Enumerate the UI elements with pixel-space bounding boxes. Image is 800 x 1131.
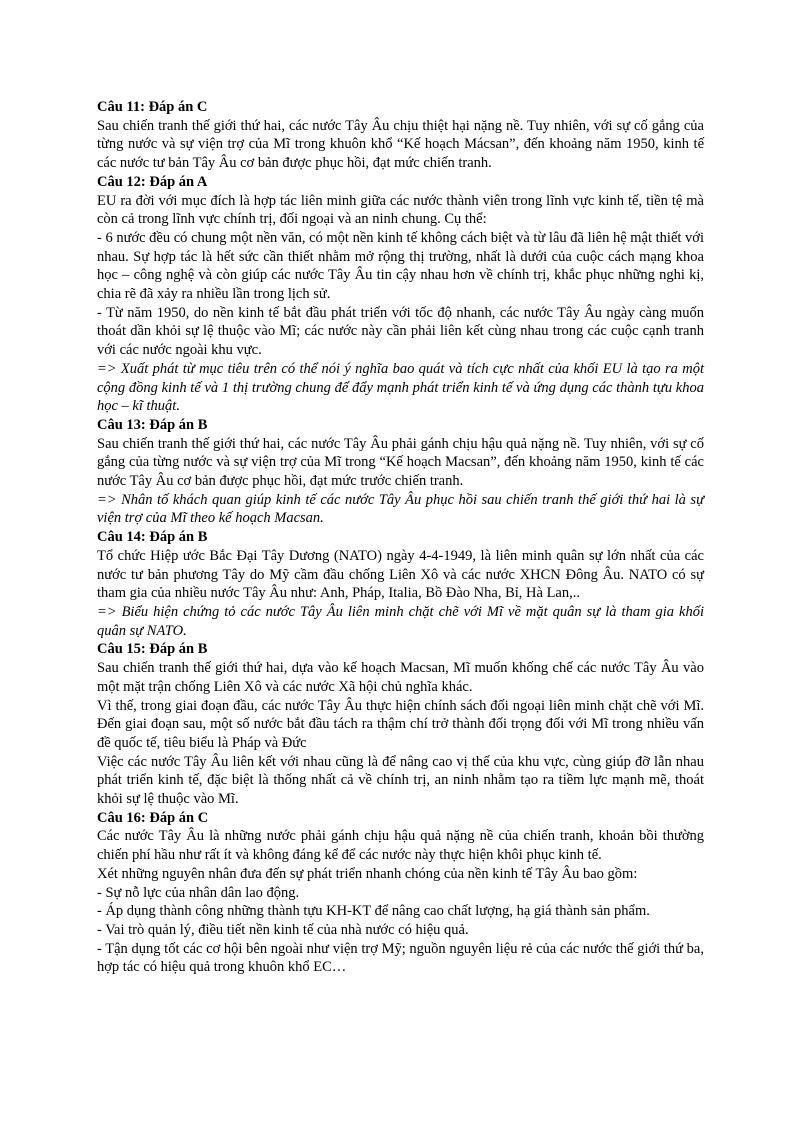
- question-section: [97, 98, 704, 173]
- question-title: Câu 14: Đáp án B: [97, 529, 208, 546]
- paragraph: Sau chiến tranh thế giới thứ hai, các nước Tây Âu phải gánh chịu hậu quả nặng nề. Tuy nhiên, với sự cố gắng của từng nước và sự viện trợ của Mĩ trong “Kế hoạch Macsan”, đến khoảng năm 1950, kinh tế các nước Tây Âu cơ bản được phục hồi, đạt mức trước chiến tranh.: [97, 435, 704, 490]
- document-page: [97, 98, 704, 977]
- paragraph: - 6 nước đều có chung một nền văn, có một nền kinh tế không cách biệt và từ lâu đã liên hệ mật thiết với nhau. Sự hợp tác là hết sức cần thiết nhằm mở rộng thị trường, nhất là dưới của cuộc cách mạng khoa học – công nghệ và còn giúp các nước Tây Âu tin cậy nhau hơn về chính trị, khắc phục những nghi kị, chia rẽ đã xảy ra nhiều lần trong lịch sử.: [97, 229, 704, 303]
- question-section: [97, 173, 704, 416]
- paragraph: - Từ năm 1950, do nền kinh tế bắt đầu phát triển với tốc độ nhanh, các nước Tây Âu ngày càng muốn thoát dần khỏi sự lệ thuộc vào Mĩ; các nước này cần phải liên kết cùng nhau trong các cuộc cạnh tranh với các nước ngoài khu vực.: [97, 304, 704, 359]
- question-section: [97, 416, 704, 528]
- paragraph: Việc các nước Tây Âu liên kết với nhau cũng là để nâng cao vị thế của khu vực, cùng giúp đỡ lẫn nhau phát triển kinh tế, đặc biệt là thống nhất cả về chính trị, an ninh nhằm tạo ra tiềm lực mạnh mẽ, thoát khỏi sự lệ thuộc vào Mĩ.: [97, 753, 704, 808]
- paragraph: - Vai trò quản lý, điều tiết nền kinh tế của nhà nước có hiệu quả.: [97, 921, 469, 938]
- paragraph: Vì thế, trong giai đoạn đầu, các nước Tây Âu thực hiện chính sách đối ngoại liên minh chặt chẽ với Mĩ. Đến giai đoạn sau, một số nước bắt đầu tách ra thậm chí trở thành đối trọng đối với Mĩ trong nhiều vấn đề quốc tế, tiêu biểu là Pháp và Đức: [97, 697, 704, 751]
- paragraph: Xét những nguyên nhân đưa đến sự phát triển nhanh chóng của nền kinh tế Tây Âu bao gồm:: [97, 865, 638, 882]
- paragraph: - Sự nỗ lực của nhân dân lao động.: [97, 884, 300, 901]
- conclusion-paragraph: => Nhân tố khách quan giúp kinh tế các nước Tây Âu phục hồi sau chiến tranh thế giới thứ hai là sự viện trợ của Mĩ theo kế hoạch Macsan.: [97, 491, 704, 527]
- paragraph: Tổ chức Hiệp ước Bắc Đại Tây Dương (NATO) ngày 4-4-1949, là liên minh quân sự lớn nhất của các nước tư bản phương Tây do Mỹ cầm đầu chống Liên Xô và các nước XHCN Đông Âu. NATO có sự tham gia của nhiều nước Tây Âu như: Anh, Pháp, Italia, Bồ Đào Nha, Bỉ, Hà Lan,..: [97, 547, 704, 602]
- question-section: [97, 640, 704, 808]
- question-title: Câu 15: Đáp án B: [97, 641, 208, 658]
- conclusion-paragraph: => Xuất phát từ mục tiêu trên có thể nói ý nghĩa bao quát và tích cực nhất của khối EU là tạo ra một cộng đồng kinh tế và 1 thị trường chung để đẩy mạnh phát triển kinh tế và ứng dụng các thành tựu khoa học – kĩ thuật.: [97, 360, 704, 415]
- paragraph: - Tận dụng tốt các cơ hội bên ngoài như viện trợ Mỹ; nguồn nguyên liệu rẻ của các nước thế giới thứ ba, hợp tác có hiệu quả trong khuôn khổ EC…: [97, 940, 704, 976]
- paragraph: EU ra đời với mục đích là hợp tác liên minh giữa các nước thành viên trong lĩnh vực kinh tế, tiền tệ mà còn cả trong lĩnh vực chính trị, đối ngoại và an ninh chung. Cụ thể:: [97, 192, 704, 228]
- question-title: Câu 16: Đáp án C: [97, 809, 209, 826]
- question-section: [97, 528, 704, 640]
- question-title: Câu 13: Đáp án B: [97, 416, 208, 433]
- question-title: Câu 12: Đáp án A: [97, 173, 208, 190]
- question-section: [97, 809, 704, 977]
- paragraph: Sau chiến tranh thế giới thứ hai, dựa vào kế hoạch Macsan, Mĩ muốn khống chế các nước Tây Âu vào một mặt trận chống Liên Xô và các nước Xã hội chủ nghĩa khác.: [97, 660, 704, 695]
- paragraph: - Áp dụng thành công những thành tựu KH-KT để nâng cao chất lượng, hạ giá thành sản phẩm.: [97, 903, 650, 920]
- paragraph: Sau chiến tranh thế giới thứ hai, các nước Tây Âu chịu thiệt hại nặng nề. Tuy nhiên, với sự cố gắng của từng nước và sự viện trợ của Mĩ trong khuôn khổ “Kế hoạch Mácsan”, đến khoảng năm 1950, kinh tế các nước tư bản Tây Âu cơ bản được phục hồi, đạt mức chiến tranh.: [97, 117, 704, 172]
- paragraph: Các nước Tây Âu là những nước phải gánh chịu hậu quả nặng nề của chiến tranh, khoản bồi thường chiến phí hầu như rất ít và không đáng kể để các nước này thực hiện khôi phục kinh tế.: [97, 828, 704, 864]
- conclusion-paragraph: => Biểu hiện chứng tỏ các nước Tây Âu liên minh chặt chẽ với Mĩ về mặt quân sự là tham gia khối quân sự NATO.: [97, 603, 704, 639]
- question-title: Câu 11: Đáp án C: [97, 99, 208, 115]
